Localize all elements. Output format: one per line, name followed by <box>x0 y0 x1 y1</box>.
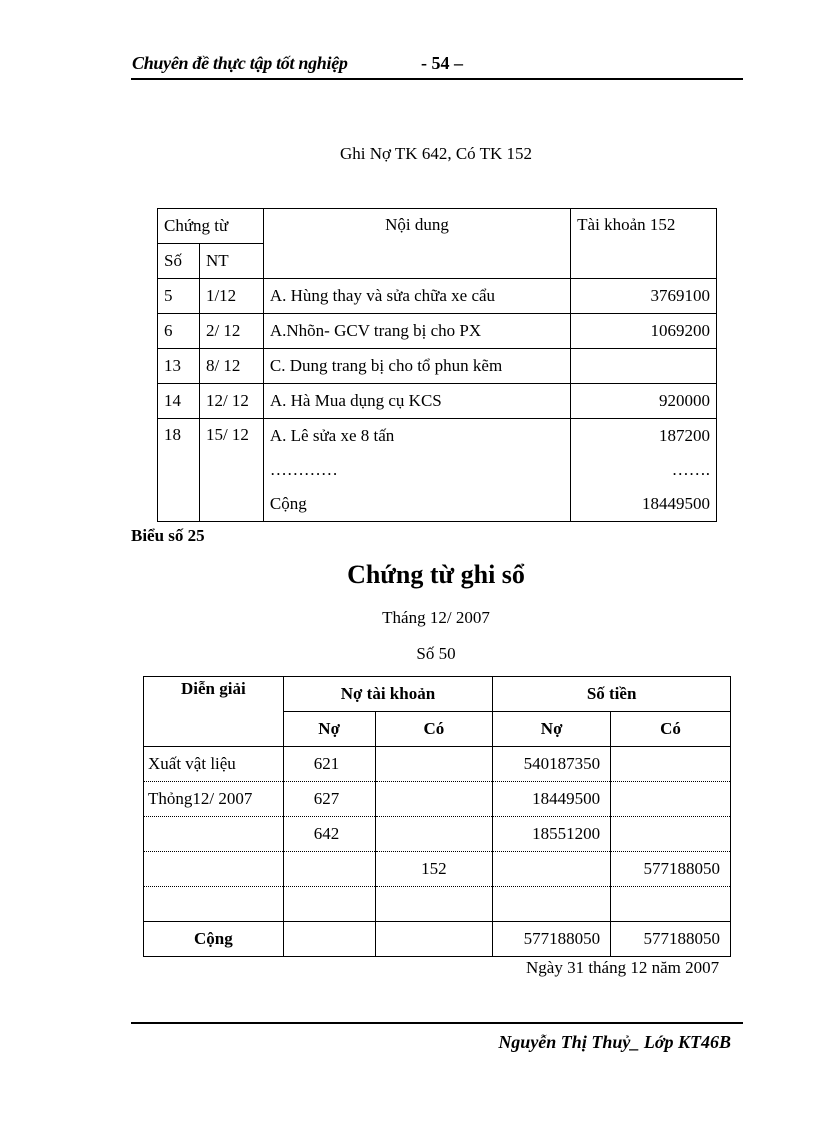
cell-tk-co <box>375 817 493 852</box>
cell-amount: 3769100 <box>571 279 717 314</box>
header-nt: NT <box>199 244 263 279</box>
voucher-header-row <box>144 677 731 712</box>
cell-tk-no <box>283 852 375 887</box>
cell-amount-multi <box>571 419 717 522</box>
line-total-label: Cộng <box>269 494 307 513</box>
table-row <box>158 314 717 349</box>
cell-amount <box>571 349 717 384</box>
cell-tk-co <box>375 782 493 817</box>
cell-so: 13 <box>158 349 200 384</box>
cell-nt: 15/ 12 <box>199 419 263 522</box>
line-amount-ellipsis: ……. <box>671 460 710 479</box>
cell-tien-co <box>611 817 731 852</box>
header-so-tien: Số tiền <box>493 677 731 712</box>
cell-tk-co <box>375 747 493 782</box>
cell-dien-giai: Thỏng12/ 2007 <box>144 782 284 817</box>
ledger-caption: Ghi Nợ TK 642, Có TK 152 <box>339 144 533 163</box>
voucher-title: Chứng từ ghi sổ <box>347 560 525 589</box>
total-tk-co <box>375 922 493 957</box>
cell-nt: 12/ 12 <box>199 384 263 419</box>
table-row <box>158 279 717 314</box>
page-number: - 54 – <box>421 53 463 73</box>
cell-noi-dung: A.Nhõn- GCV trang bị cho PX <box>263 314 570 349</box>
cell-tk-co: 152 <box>375 852 493 887</box>
cell-noi-dung-multi <box>263 419 570 522</box>
total-tien-no: 577188050 <box>493 922 611 957</box>
cell-nt: 1/12 <box>199 279 263 314</box>
total-row <box>144 922 731 957</box>
ledger-table <box>157 208 717 522</box>
cell-dien-giai <box>144 817 284 852</box>
table-row <box>144 817 731 852</box>
table-row <box>158 349 717 384</box>
header-so: Số <box>158 244 200 279</box>
header-title: Chuyên đề thực tập tốt nghiệp <box>132 53 348 73</box>
cell-tk-no: 642 <box>283 817 375 852</box>
cell-so: 14 <box>158 384 200 419</box>
table-row-last <box>158 419 717 522</box>
cell-tien-co: 577188050 <box>611 852 731 887</box>
line-amount: 187200 <box>659 426 710 445</box>
cell-tien-no: 18449500 <box>493 782 611 817</box>
cell-tien-co <box>611 747 731 782</box>
cell-tk-no: 627 <box>283 782 375 817</box>
cell-so: 18 <box>158 419 200 522</box>
cell-tien-no <box>493 887 611 922</box>
cell-tien-no: 18551200 <box>493 817 611 852</box>
cell-tien-no: 540187350 <box>493 747 611 782</box>
cell-dien-giai <box>144 887 284 922</box>
voucher-month: Tháng 12/ 2007 <box>382 608 490 627</box>
voucher-date: Ngày 31 tháng 12 năm 2007 <box>526 958 720 977</box>
header-noi-dung: Nội dung <box>263 209 570 279</box>
footer-author: Nguyễn Thị Thuỷ_ Lớp KT46B <box>498 1032 731 1052</box>
cell-noi-dung: A. Hùng thay và sửa chữa xe cẩu <box>263 279 570 314</box>
cell-tien-no <box>493 852 611 887</box>
cell-dien-giai <box>144 852 284 887</box>
table-row <box>158 384 717 419</box>
ledger-header-row <box>158 209 717 244</box>
header-tien-co: Có <box>611 712 731 747</box>
header-tien-no: Nợ <box>493 712 611 747</box>
page-header <box>131 52 743 80</box>
header-no-tai-khoan: Nợ tài khoản <box>283 677 493 712</box>
cell-so: 6 <box>158 314 200 349</box>
header-tai-khoan: Tài khoản 152 <box>571 209 717 279</box>
table-row <box>144 887 731 922</box>
table-row <box>144 852 731 887</box>
cell-tien-co <box>611 887 731 922</box>
table-row <box>144 747 731 782</box>
header-tk-no: Nợ <box>283 712 375 747</box>
cell-tk-no <box>283 887 375 922</box>
cell-tk-co <box>375 887 493 922</box>
header-tk-co: Có <box>375 712 493 747</box>
cell-nt: 2/ 12 <box>199 314 263 349</box>
cell-amount: 1069200 <box>571 314 717 349</box>
voucher-number: Số 50 <box>416 644 456 663</box>
bieu-label: Biểu số 25 <box>131 526 205 545</box>
cell-tk-no: 621 <box>283 747 375 782</box>
cell-tien-co <box>611 782 731 817</box>
header-dien-giai: Diễn giải <box>144 677 284 747</box>
cell-so: 5 <box>158 279 200 314</box>
total-tk-no <box>283 922 375 957</box>
voucher-table <box>143 676 731 957</box>
cell-amount: 920000 <box>571 384 717 419</box>
line-ellipsis: ………… <box>269 460 338 479</box>
cell-nt: 8/ 12 <box>199 349 263 384</box>
cell-dien-giai: Xuất vật liệu <box>144 747 284 782</box>
total-label: Cộng <box>144 922 284 957</box>
total-tien-co: 577188050 <box>611 922 731 957</box>
header-chung-tu: Chứng từ <box>158 209 264 244</box>
line-total-amount: 18449500 <box>642 494 710 513</box>
page-footer <box>131 1022 743 1052</box>
line-description: A. Lê sửa xe 8 tấn <box>269 426 395 445</box>
table-row <box>144 782 731 817</box>
cell-noi-dung: A. Hà Mua dụng cụ KCS <box>263 384 570 419</box>
cell-noi-dung: C. Dung trang bị cho tổ phun kẽm <box>263 349 570 384</box>
